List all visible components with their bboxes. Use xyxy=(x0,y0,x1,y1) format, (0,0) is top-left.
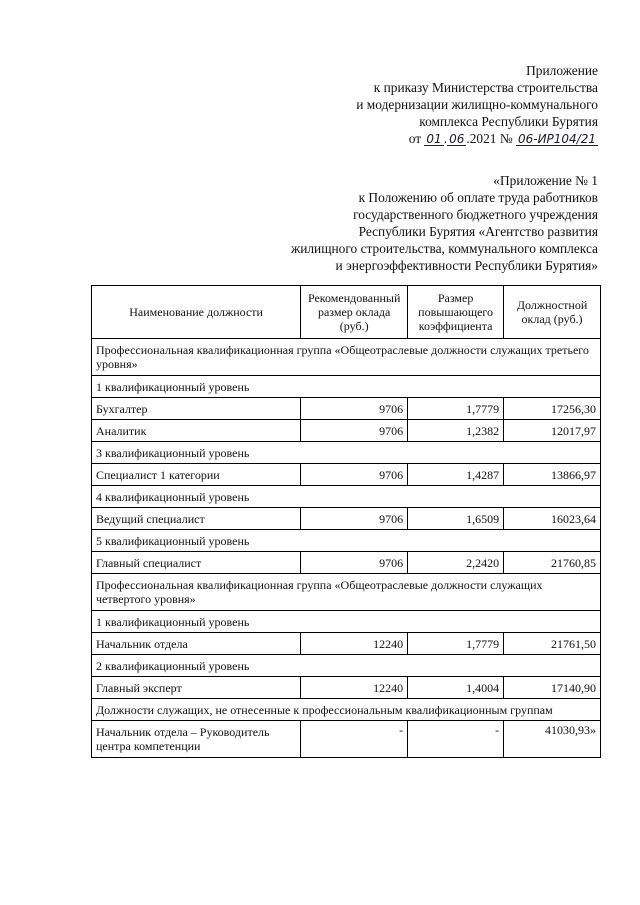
date-day: 01 xyxy=(426,132,442,146)
position-name: Специалист 1 категории xyxy=(92,464,301,486)
appendix-line: и энергоэффективности Республики Бурятия» xyxy=(335,258,598,273)
official-salary: 17140,90 xyxy=(504,677,601,699)
position-name: Начальник отдела – Руководитель центра компетенции xyxy=(92,721,301,758)
header-official-salary: Должностной оклад (руб.) xyxy=(504,286,601,339)
table-row xyxy=(92,486,601,508)
qualification-level: 2 квалификационный уровень xyxy=(92,655,601,677)
official-salary: 16023,64 xyxy=(504,508,601,530)
appendix-line: к Положению об оплате труда работников xyxy=(358,190,598,205)
table-row xyxy=(92,633,601,655)
table-row xyxy=(92,574,601,611)
table-row xyxy=(92,677,601,699)
date-year: .2021 № xyxy=(466,131,513,146)
coefficient: 1,4287 xyxy=(408,464,504,486)
qualification-group: Профессиональная квалификационная группа «Общеотраслевые должности служащих четвертого уровня» xyxy=(92,574,601,611)
qualification-group: Профессиональная квалификационная группа «Общеотраслевые должности служащих третьего уровня» xyxy=(92,339,601,376)
coefficient: 1,6509 xyxy=(408,508,504,530)
header-line: к приказу Министерства строительства xyxy=(373,80,598,95)
official-salary: 17256,30 xyxy=(504,398,601,420)
table-row xyxy=(92,398,601,420)
qualification-level: 4 квалификационный уровень xyxy=(92,486,601,508)
header-coefficient: Размер повышающего коэффициента xyxy=(408,286,504,339)
recommended-salary: 9706 xyxy=(301,464,408,486)
date-prefix: от xyxy=(408,131,422,146)
header-recommended-salary: Рекомендованный размер оклада (руб.) xyxy=(301,286,408,339)
header-line: Приложение xyxy=(526,63,598,78)
table-row xyxy=(92,339,601,376)
coefficient: 2,2420 xyxy=(408,552,504,574)
position-name: Ведущий специалист xyxy=(92,508,301,530)
position-name: Бухгалтер xyxy=(92,398,301,420)
recommended-salary: 9706 xyxy=(301,508,408,530)
header-line: комплекса Республики Бурятия xyxy=(419,114,598,129)
recommended-salary: 12240 xyxy=(301,677,408,699)
coefficient: 1,4004 xyxy=(408,677,504,699)
position-name: Аналитик xyxy=(92,420,301,442)
appendix-line: жилищного строительства, коммунального комплекса xyxy=(290,241,598,256)
order-number: 06-ИР104/21 xyxy=(517,132,596,146)
recommended-salary: 12240 xyxy=(301,633,408,655)
table-row xyxy=(92,376,601,398)
recommended-salary: 9706 xyxy=(301,420,408,442)
coefficient: - xyxy=(408,721,504,758)
coefficient: 1,2382 xyxy=(408,420,504,442)
appendix-line: «Приложение № 1 xyxy=(493,173,598,188)
qualification-level: 1 квалификационный уровень xyxy=(92,376,601,398)
qualification-level: 1 квалификационный уровень xyxy=(92,611,601,633)
table-row xyxy=(92,721,601,758)
table-row xyxy=(92,655,601,677)
table-row xyxy=(92,611,601,633)
date-separator: . xyxy=(443,131,448,146)
qualification-level: Должности служащих, не отнесенные к профессиональным квалификационным группам xyxy=(92,699,601,721)
coefficient: 1,7779 xyxy=(408,633,504,655)
appendix-line: Республики Бурятия «Агентство развития xyxy=(358,224,598,239)
order-reference xyxy=(356,62,598,147)
official-salary: 21760,85 xyxy=(504,552,601,574)
coefficient: 1,7779 xyxy=(408,398,504,420)
table-row xyxy=(92,699,601,721)
table-row xyxy=(92,530,601,552)
qualification-level: 5 квалификационный уровень xyxy=(92,530,601,552)
official-salary: 41030,93» xyxy=(504,721,601,758)
official-salary: 21761,50 xyxy=(504,633,601,655)
official-salary: 13866,97 xyxy=(504,464,601,486)
table-row xyxy=(92,464,601,486)
order-date-line xyxy=(356,130,598,147)
official-salary: 12017,97 xyxy=(504,420,601,442)
table-header-row xyxy=(92,286,601,339)
qualification-level: 3 квалификационный уровень xyxy=(92,442,601,464)
table-body xyxy=(92,339,601,758)
appendix-reference xyxy=(291,172,598,274)
table-row xyxy=(92,508,601,530)
appendix-line: государственного бюджетного учреждения xyxy=(353,207,598,222)
recommended-salary: - xyxy=(301,721,408,758)
table-row xyxy=(92,442,601,464)
position-name: Главный специалист xyxy=(92,552,301,574)
recommended-salary: 9706 xyxy=(301,398,408,420)
position-name: Начальник отдела xyxy=(92,633,301,655)
table-row xyxy=(92,552,601,574)
table-row xyxy=(92,420,601,442)
position-name: Главный эксперт xyxy=(92,677,301,699)
recommended-salary: 9706 xyxy=(301,552,408,574)
date-month: 06 xyxy=(449,132,465,146)
header-position: Наименование должности xyxy=(92,286,301,339)
header-line: и модернизации жилищно-коммунального xyxy=(356,97,598,112)
salary-table xyxy=(91,285,601,758)
